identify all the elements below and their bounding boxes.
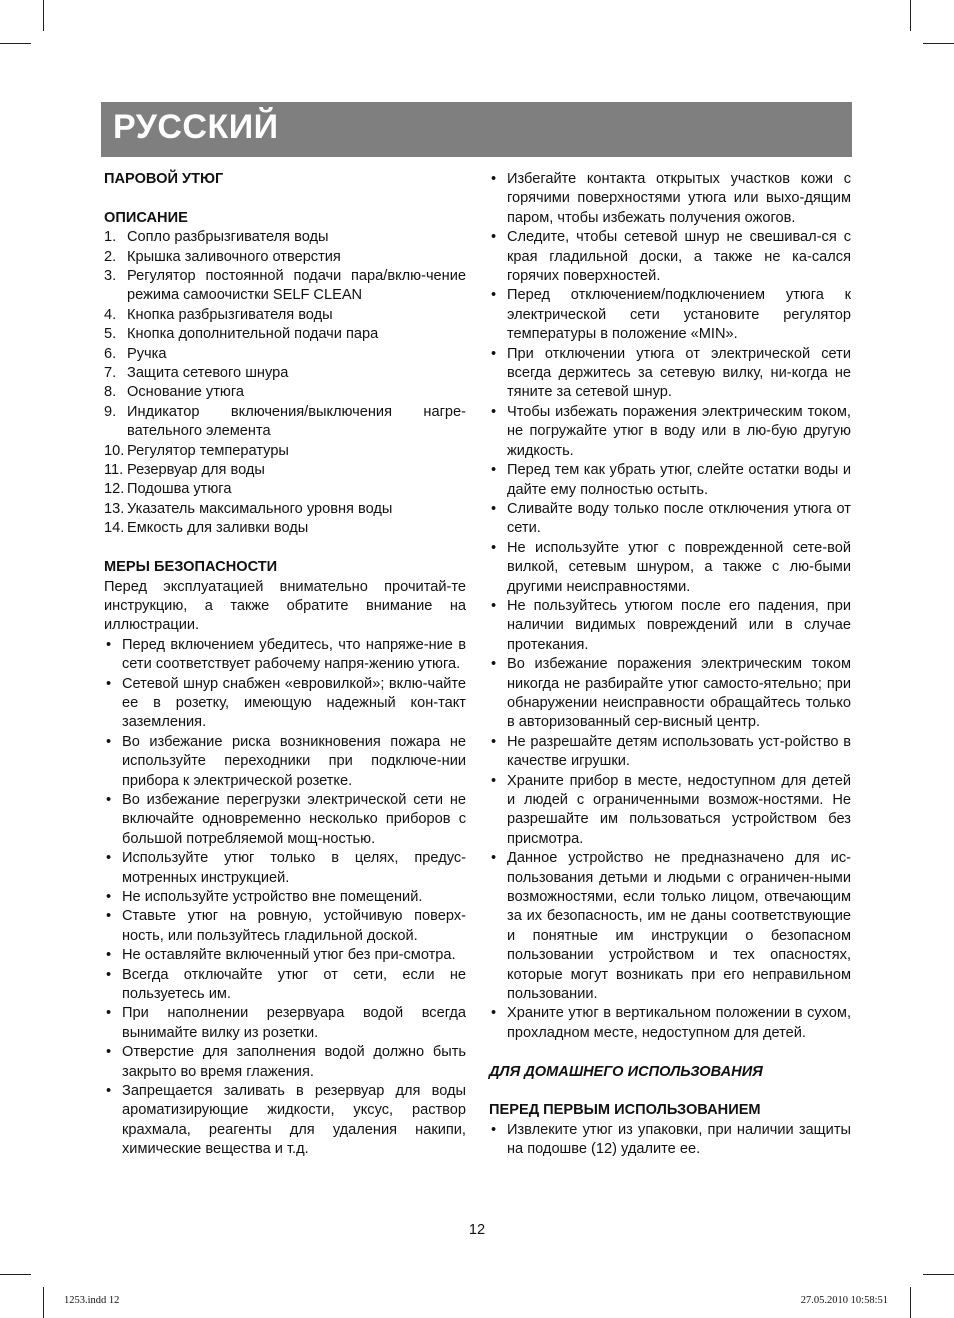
list-item [104,383,466,402]
list-item [489,461,851,500]
bullet-icon: • [106,1005,112,1022]
bullet-icon: • [491,597,497,614]
bullet-icon: • [106,947,112,964]
list-item-text: Защита сетевого шнура [127,365,289,382]
list-item-text: Сопло разбрызгивателя воды [127,229,329,246]
bullet-icon: • [491,287,497,304]
list-item [104,248,466,267]
list-item-number: 7. [104,365,117,382]
list-item-text: Емкость для заливки воды [127,520,309,537]
list-item-text: Храните прибор в месте, недоступном для детей и людей с ограниченными возмож-ностями. Не разрешайте им пользоваться устройством без присмотра. [507,772,851,847]
list-item [489,733,851,772]
bullet-icon: • [106,908,112,925]
bullet-icon: • [491,345,497,362]
list-item [489,655,851,733]
crop-mark [910,0,911,31]
list-item [104,345,466,364]
crop-mark [923,1274,954,1275]
list-item-text: Резервуар для воды [127,462,265,479]
home-use-heading: ДЛЯ ДОМАШНЕГО ИСПОЛЬЗОВАНИЯ [489,1063,763,1080]
safety-list-left [104,636,466,1160]
footer-timestamp: 27.05.2010 10:58:51 [800,1295,888,1306]
list-item [104,946,466,965]
list-item-text: Не разрешайте детям использовать уст-ройство в качестве игрушки. [507,733,851,770]
list-item [104,888,466,907]
list-item [104,1004,466,1043]
crop-mark [0,1274,31,1275]
parts-list [104,228,466,539]
list-item [104,675,466,733]
list-item [489,772,851,850]
list-item [104,519,466,538]
list-item-text: Перед тем как убрать утюг, слейте остатки воды и дайте ему полностью остыть. [507,462,851,498]
list-item [104,1082,466,1160]
list-item-text: Всегда отключайте утюг от сети, если не пользуетесь им. [122,966,466,1003]
bullet-icon: • [491,1121,497,1138]
bullet-icon: • [491,733,497,750]
list-item-text: Используйте утюг только в целях, предус-мотренных инструкцией. [122,850,466,886]
crop-mark [923,43,954,44]
list-item-number: 4. [104,306,117,323]
list-item [104,791,466,849]
language-banner [101,102,852,157]
list-item-text: Чтобы избежать поражения электрическим током, не погружайте утюг в воду или в лю-бую другую жидкость. [507,403,851,459]
bullet-icon: • [491,462,497,479]
list-item-text: Во избежание поражения электрическим током никогда не разбирайте утюг самосто-ятельно; при обнаружении неисправности обращайтесь только в авторизованный сер-висный центр. [507,656,851,731]
bullet-icon: • [106,675,112,692]
list-item [489,597,851,655]
list-item [489,228,851,286]
description-heading: ОПИСАНИЕ [104,209,188,226]
list-item-text: При отключении утюга от электрической сети всегда держитесь за сетевую вилку, ни-когда не тяните за сетевой шнур. [507,345,851,401]
right-column [489,170,851,1160]
list-item [489,170,851,228]
crop-mark [43,1287,44,1318]
list-item-text: Не оставляйте включенный утюг без при-смотра. [122,947,456,964]
bullet-icon: • [106,966,112,983]
list-item-text: Кнопка разбрызгивателя воды [127,306,333,323]
bullet-icon: • [491,403,497,420]
footer-file-info: 1253.indd 12 [64,1295,120,1306]
first-use-heading: ПЕРЕД ПЕРВЫМ ИСПОЛЬЗОВАНИЕМ [489,1102,761,1119]
list-item-number: 1. [104,229,117,246]
list-item-number: 14. [104,520,125,537]
list-item-number: 11. [104,462,124,479]
list-item-number: 6. [104,345,117,362]
list-item [489,286,851,344]
list-item-text: Указатель максимального уровня воды [127,500,393,517]
list-item-text: Отверстие для заполнения водой должно быть закрыто во время глажения. [122,1044,466,1080]
safety-intro: Перед эксплуатацией внимательно прочитай-те инструкцию, а также обратите внимание на иллюстрации. [104,578,466,634]
bullet-icon: • [106,850,112,867]
bullet-icon: • [491,539,497,556]
list-item [104,480,466,499]
safety-heading: МЕРЫ БЕЗОПАСНОСТИ [104,559,278,576]
list-item [489,403,851,461]
list-item-number: 10. [104,442,125,459]
list-item [489,539,851,597]
crop-mark [0,43,31,44]
list-item-text: Индикатор включения/выключения нагре-вательного элемента [127,403,466,440]
bullet-icon: • [106,1083,112,1100]
list-item-text: Храните утюг в вертикальном положении в сухом, прохладном месте, недоступном для детей. [507,1005,851,1041]
list-item-text: Сливайте воду только после отключения утюга от сети. [507,500,851,537]
page-number: 12 [468,1222,486,1238]
bullet-icon: • [491,772,497,789]
main-heading: ПАРОВОЙ УТЮГ [104,171,224,187]
list-item-text: Извлеките утюг из упаковки, при наличии защиты на подошве (12) удалите ее. [507,1121,851,1158]
list-item-text: Перед включением убедитесь, что напряже-ние в сети соответствует рабочему напря-жению утюга. [122,636,466,673]
list-item [104,403,466,442]
list-item [104,907,466,946]
list-item-number: 2. [104,248,117,265]
list-item-text: Ставьте утюг на ровную, устойчивую поверх-ность, или пользуйтесь гладильной доской. [122,908,466,944]
list-item-text: Основание утюга [127,384,244,401]
crop-mark [43,0,44,31]
bullet-icon: • [106,636,112,653]
left-column [104,170,466,1160]
list-item-text: Следите, чтобы сетевой шнур не свешивал-ся с края гладильной доски, а также не ка-сался горячих поверхностей. [507,229,851,285]
list-item-text: Не используйте устройство вне помещений. [122,889,423,905]
list-item-number: 13. [104,500,125,517]
list-item [104,733,466,791]
list-item [489,849,851,1004]
list-item-text: Кнопка дополнительной подачи пара [127,326,379,343]
safety-list-right [489,170,851,1043]
list-item [104,325,466,344]
list-item [104,228,466,247]
list-item-text: Регулятор температуры [127,442,289,459]
bullet-icon: • [491,1005,497,1022]
list-item-text: Не используйте утюг с поврежденной сете-вой вилкой, сетевым шнуром, а также с лю-быми другими неисправностями. [507,539,851,595]
list-item-number: 8. [104,384,117,401]
bullet-icon: • [491,656,497,673]
first-use-list [489,1121,851,1160]
list-item [489,1004,851,1043]
banner-title: РУССКИЙ [113,108,279,146]
list-item [104,849,466,888]
list-item-text: Ручка [127,345,167,362]
list-item-text: Во избежание перегрузки электрической сети не включайте одновременно несколько приборов с большой потребляемой мощ-ностью. [122,791,466,847]
list-item-text: Перед отключением/подключением утюга к электрической сети установите регулятор температуры в положение «MIN». [507,287,851,343]
list-item-text: Во избежание риска возникновения пожара не используйте переходники при подключе-нии прибора к электрической розетке. [122,733,466,789]
list-item [104,306,466,325]
bullet-icon: • [106,889,112,905]
bullet-icon: • [491,500,497,517]
list-item [104,500,466,519]
list-item-text: Подошва утюга [127,481,232,498]
list-item-number: 3. [104,268,117,285]
list-item-text: Регулятор постоянной подачи пара/вклю-чение режима самоочистки SELF CLEAN [127,268,466,304]
list-item [489,345,851,403]
list-item [104,461,466,480]
list-item-text: При наполнении резервуара водой всегда вынимайте вилку из розетки. [122,1005,466,1041]
list-item-number: 5. [104,326,117,343]
list-item [104,364,466,383]
crop-mark [910,1287,911,1318]
list-item-number: 12. [104,481,125,498]
list-item-text: Избегайте контакта открытых участков кожи с горячими поверхностями утюга или выхо-дящим паром, чтобы избежать получения ожогов. [507,171,851,226]
list-item [104,442,466,461]
list-item-text: Крышка заливочного отверстия [127,248,341,265]
list-item [104,966,466,1005]
list-item-text: Данное устройство не предназначено для ис-пользования детьми и людьми с ограничен-ными возможностями, если только лицом, отвечающим за их безопасность, им не даны соответствующие и понятные им инструкции о безопасном пользовании устройством и тех опасностях, которые могут возникать при его неправильном пользовании. [507,850,851,1003]
list-item [104,636,466,675]
bullet-icon: • [491,850,497,867]
bullet-icon: • [106,791,112,808]
list-item-text: Запрещается заливать в резервуар для воды ароматизирующие жидкости, уксус, раствор крахмала, реагенты для удаления накипи, химические вещества и т.д. [122,1083,466,1158]
bullet-icon: • [106,1044,112,1061]
list-item-text: Не пользуйтесь утюгом после его падения, при наличии видимых повреждений или в случае протекания. [507,597,851,653]
bullet-icon: • [491,229,497,246]
list-item [489,1121,851,1160]
list-item [489,500,851,539]
list-item [104,1043,466,1082]
bullet-icon: • [106,733,112,750]
list-item-text: Сетевой шнур снабжен «евровилкой»; вклю-чайте ее в розетку, имеющую надежный кон-такт заземления. [122,675,466,731]
list-item-number: 9. [104,403,117,420]
bullet-icon: • [491,171,497,187]
list-item [104,267,466,306]
